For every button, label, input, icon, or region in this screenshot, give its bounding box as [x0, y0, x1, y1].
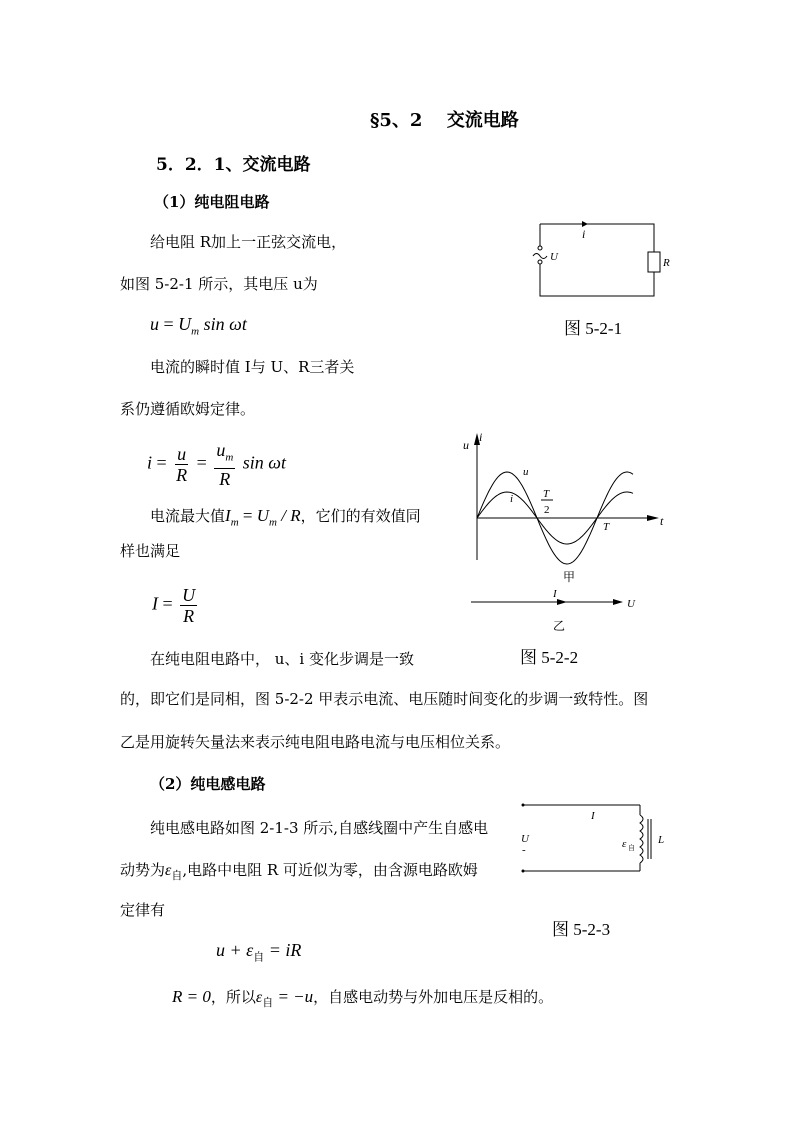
heading-pure-resistance: （1）纯电阻电路	[154, 193, 270, 211]
equation-inductance: $u + \varepsilon_自$ = iR	[216, 940, 302, 964]
paragraph: 如图 5-2-1 所示，其电压 u为	[120, 275, 318, 293]
svg-text:2: 2	[544, 504, 550, 516]
svg-text:T: T	[603, 521, 610, 533]
figure-caption: 图 5-2-2	[520, 648, 579, 667]
equation-ohms-law: i = $\frac{u}{R}$ = $\frac{u_m}{R}$ sin ωt	[147, 440, 286, 489]
figure-waveform	[455, 425, 680, 640]
paragraph: 给电阻 R加上一正弦交流电，	[150, 233, 347, 251]
svg-text:-: -	[522, 844, 526, 856]
paragraph-emf: 动势为$\varepsilon_自$,电路中电阻 R 可近似为零，由含源电路欧姆	[120, 861, 478, 882]
figure-inductance-circuit	[515, 797, 675, 882]
paragraph-max-current: 电流最大值$I_m = U_m / R$，它们的有效值同	[150, 506, 421, 529]
svg-text:R: R	[663, 257, 670, 269]
figure-caption: 图 5-2-3	[552, 920, 611, 939]
svg-text:i: i	[582, 227, 586, 241]
svg-text:i: i	[479, 430, 483, 444]
paragraph: 系仍遵循欧姆定律。	[120, 400, 256, 418]
svg-text:U: U	[521, 833, 529, 845]
svg-text:u: u	[463, 438, 469, 452]
arrow-icon	[613, 599, 623, 605]
svg-text:I: I	[553, 588, 557, 600]
svg-text:U: U	[627, 598, 635, 610]
paragraph: 定律有	[120, 901, 166, 919]
paragraph: 样也满足	[120, 542, 181, 560]
paragraph: 电流的瞬时值 I与 U、R三者关	[150, 358, 355, 376]
figure-resistance-circuit	[520, 212, 680, 302]
paragraph-conclusion: R = 0，所以$\varepsilon_自 = -u$，自感电动势与外加电压是反相的。	[172, 987, 554, 1009]
arrow-icon	[557, 599, 567, 605]
equation-voltage: $u = U_m$ sin ωt	[150, 314, 247, 338]
figure-caption: 图 5-2-1	[564, 319, 623, 338]
paragraph: 乙是用旋转矢量法来表示纯电阻电路电流与电压相位关系。	[120, 733, 511, 751]
svg-text:L: L	[658, 834, 665, 846]
ac-source-icon	[533, 254, 547, 259]
paragraph: 在纯电阻电路中， u、i 变化步调是一致	[150, 650, 414, 668]
svg-text:U: U	[550, 251, 558, 263]
svg-text:ε: ε	[622, 838, 627, 850]
svg-text:甲: 甲	[563, 570, 576, 584]
svg-text:i: i	[510, 493, 514, 505]
paragraph: 纯电感电路如图 2-1-3 所示,自感线圈中产生自感电	[150, 819, 489, 837]
svg-text:u: u	[523, 466, 529, 478]
section-title: §5、2 交流电路	[370, 110, 519, 131]
heading-pure-inductance: （2）纯电感电路	[150, 775, 266, 793]
svg-text:I: I	[591, 810, 595, 822]
equation-effective: I = $\frac{U}{R}$	[152, 585, 196, 626]
coil-icon	[640, 815, 643, 863]
svg-text:自: 自	[628, 844, 635, 852]
svg-text:乙: 乙	[553, 619, 566, 633]
subsection-title: 5．2．1、交流电路	[156, 155, 311, 175]
svg-text:T: T	[543, 488, 550, 500]
paragraph: 的，即它们是同相，图 5-2-2 甲表示电流、电压随时间变化的步调一致特性。图	[120, 690, 649, 708]
svg-text:t: t	[660, 514, 664, 528]
